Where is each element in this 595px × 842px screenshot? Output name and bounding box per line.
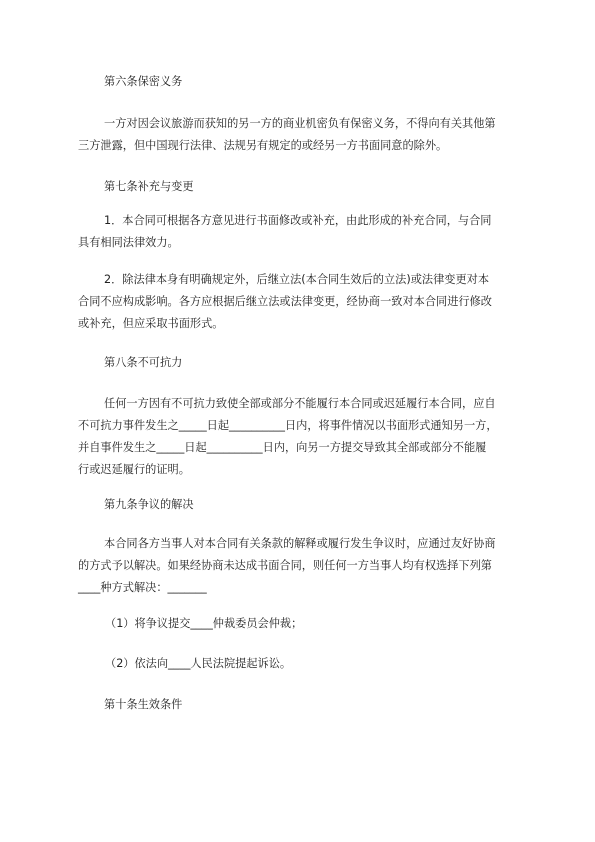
text-line: （2）依法向____人民法院提起诉讼。 (105, 657, 292, 670)
section-9-heading: 第九条争议的解决 (104, 498, 194, 511)
section-9-option-2 (78, 653, 526, 675)
section-6-heading: 第六条保密义务 (104, 75, 183, 88)
section-7-paragraph-2 (78, 269, 526, 335)
section-9-paragraph (78, 533, 526, 599)
section-10-heading: 第十条生效条件 (104, 698, 183, 711)
text-line: 三方泄露，但中国现行法律、法规另有规定的或经另一方书面同意的除外。 (78, 139, 448, 152)
text-line: 1．本合同可根据各方意见进行书面修改或补充，由此形成的补充合同，与合同 (104, 214, 492, 227)
section-9-option-1 (78, 613, 526, 635)
text-line: 或补充，但应采取书面形式。 (78, 317, 224, 330)
text-line: （1）将争议提交____仲裁委员会仲裁； (105, 617, 303, 630)
section-7-heading: 第七条补充与变更 (104, 180, 194, 193)
section-6-paragraph (78, 113, 526, 157)
text-line: 任何一方因有不可抗力致使全部或部分不能履行本合同或迟延履行本合同，应自 (104, 397, 496, 410)
text-line: 不可抗力事件发生之_____日起__________日内，将事件情况以书面形式通知另一方， (78, 419, 498, 432)
text-line: 行或迟延履行的证明。 (78, 463, 190, 476)
section-7-paragraph-1 (78, 210, 526, 254)
text-line: 的方式予以解决。如果经协商未达成书面合同，则任何一方当事人均有权选择下列第 (78, 559, 492, 572)
text-line: 2．除法律本身有明确规定外，后继立法(本合同生效后的立法)或法律变更对本 (104, 273, 490, 286)
section-8-heading: 第八条不可抗力 (104, 356, 183, 369)
text-line: 合同不应构成影响。各方应根据后继立法或法律变更，经协商一致对本合同进行修改 (78, 295, 492, 308)
text-line: 本合同各方当事人对本合同有关条款的解释或履行发生争议时，应通过友好协商 (104, 537, 496, 550)
text-line: 具有相同法律效力。 (78, 236, 179, 249)
section-8-paragraph (78, 393, 526, 481)
text-line: 一方对因会议旅游而获知的另一方的商业机密负有保密义务，不得向有关其他第 (104, 117, 496, 130)
text-line: 并自事件发生之_____日起__________日内，向另一方提交导致其全部或部分不能履 (78, 441, 487, 454)
text-line: ____种方式解决：_______ (78, 581, 207, 594)
